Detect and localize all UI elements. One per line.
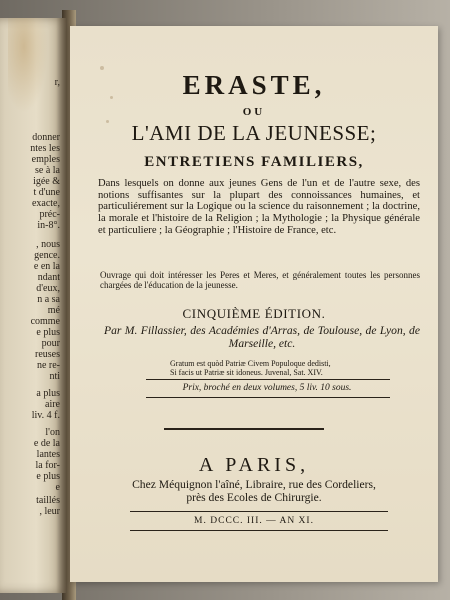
left-page-line: ndant [37,272,60,283]
left-page-line: e de la [33,438,60,449]
left-page-line: e en la [33,261,60,272]
left-page-line: ne re- [36,360,60,371]
book-title: ERASTE, [182,70,326,100]
title-page [70,26,438,582]
left-page-line: a plus [36,388,60,399]
publisher-line-2: près des Ecoles de Chirurgie. [186,491,322,504]
edition-label: CINQUIÈME ÉDITION. [182,306,326,321]
motto-line-1: Gratum est quòd Patriæ Civem Populoque dedisti, [170,359,331,368]
left-page-line: taillés [36,495,60,506]
left-page-line: donner [32,132,60,143]
left-page-line: gence. [34,250,60,261]
left-page-line: la for- [35,460,60,471]
title-conjunction: OU [242,106,266,118]
left-page-line: lantes [36,449,60,460]
left-page-line: nti [49,371,60,382]
publisher-line-1: Chez Méquignon l'aîné, Libraire, rue des Cordeliers, [132,478,376,491]
date-rule-bottom [130,530,388,531]
left-page-line: , nous [36,239,60,250]
left-page-line: e plus [36,471,60,482]
left-page-line: in-8°. [37,220,60,231]
left-page-line: igée & [33,176,60,187]
left-page-line: ntes les [30,143,60,154]
left-page-line: aire [45,399,60,410]
imprint-date: M. DCCC. III. — AN XI. [194,516,314,526]
left-page-line: t d'une [33,187,60,198]
price-rule-top [146,379,390,380]
latin-motto [170,359,420,377]
publisher-block [70,478,438,504]
motto-line-2: Si facis ut Patriæ sit idoneus. Juvenal, Sat. XIV. [170,368,323,377]
left-page-line: pour [41,338,60,349]
book-subtitle: L'AMI DE LA JEUNESSE; [131,121,377,145]
left-page-line: comme [30,316,60,327]
left-page-line: n a sa [37,294,60,305]
left-page-line: r, [54,77,60,88]
left-page-line: se à la [35,165,60,176]
imprint-city: A PARIS, [198,454,310,476]
book-subtitle-2: ENTRETIENS FAMILIERS, [144,154,364,170]
left-page-line: reuses [35,349,60,360]
left-page-line: mé [47,305,60,316]
ornamental-rule [164,428,324,430]
author-line: Par M. Fillassier, des Académies d'Arras, de Toulouse, de Lyon, de Marseille, etc. [104,324,420,350]
left-page-line: emples [31,154,60,165]
left-page-line: l'on [45,427,60,438]
left-page-line: , leur [39,506,60,517]
page-stain [8,18,48,113]
left-page-line: liv. 4 f. [31,410,60,421]
left-page-line: exacte, [31,198,60,209]
left-page-line: préc- [39,209,60,220]
audience-note: Ouvrage qui doit intéresser les Peres et Meres, et généralement toutes les personnes chargées de l'éducation de la jeunesse. [100,270,420,290]
left-page-line: e [55,482,60,493]
price-line: Prix, broché en deux volumes, 5 liv. 10 sous. [182,383,352,393]
book-description: Dans lesquels on donne aux jeunes Gens de l'un et de l'autre sexe, des notions suffisantes sur la plupart des connoissances humaines, et particuliérement sur la Logique ou la science du raisonnement ; la doctrine, la morale et l'histoire de la Religion ; la Mythologie ; la Physique générale et particuliere ; la Géographie ; l'Histoire de France, etc. [98,178,420,236]
price-rule-bottom [146,397,390,398]
left-page [0,18,66,593]
left-page-line: e plus [36,327,60,338]
date-rule-top [130,511,388,512]
left-page-line: d'eux, [36,283,60,294]
